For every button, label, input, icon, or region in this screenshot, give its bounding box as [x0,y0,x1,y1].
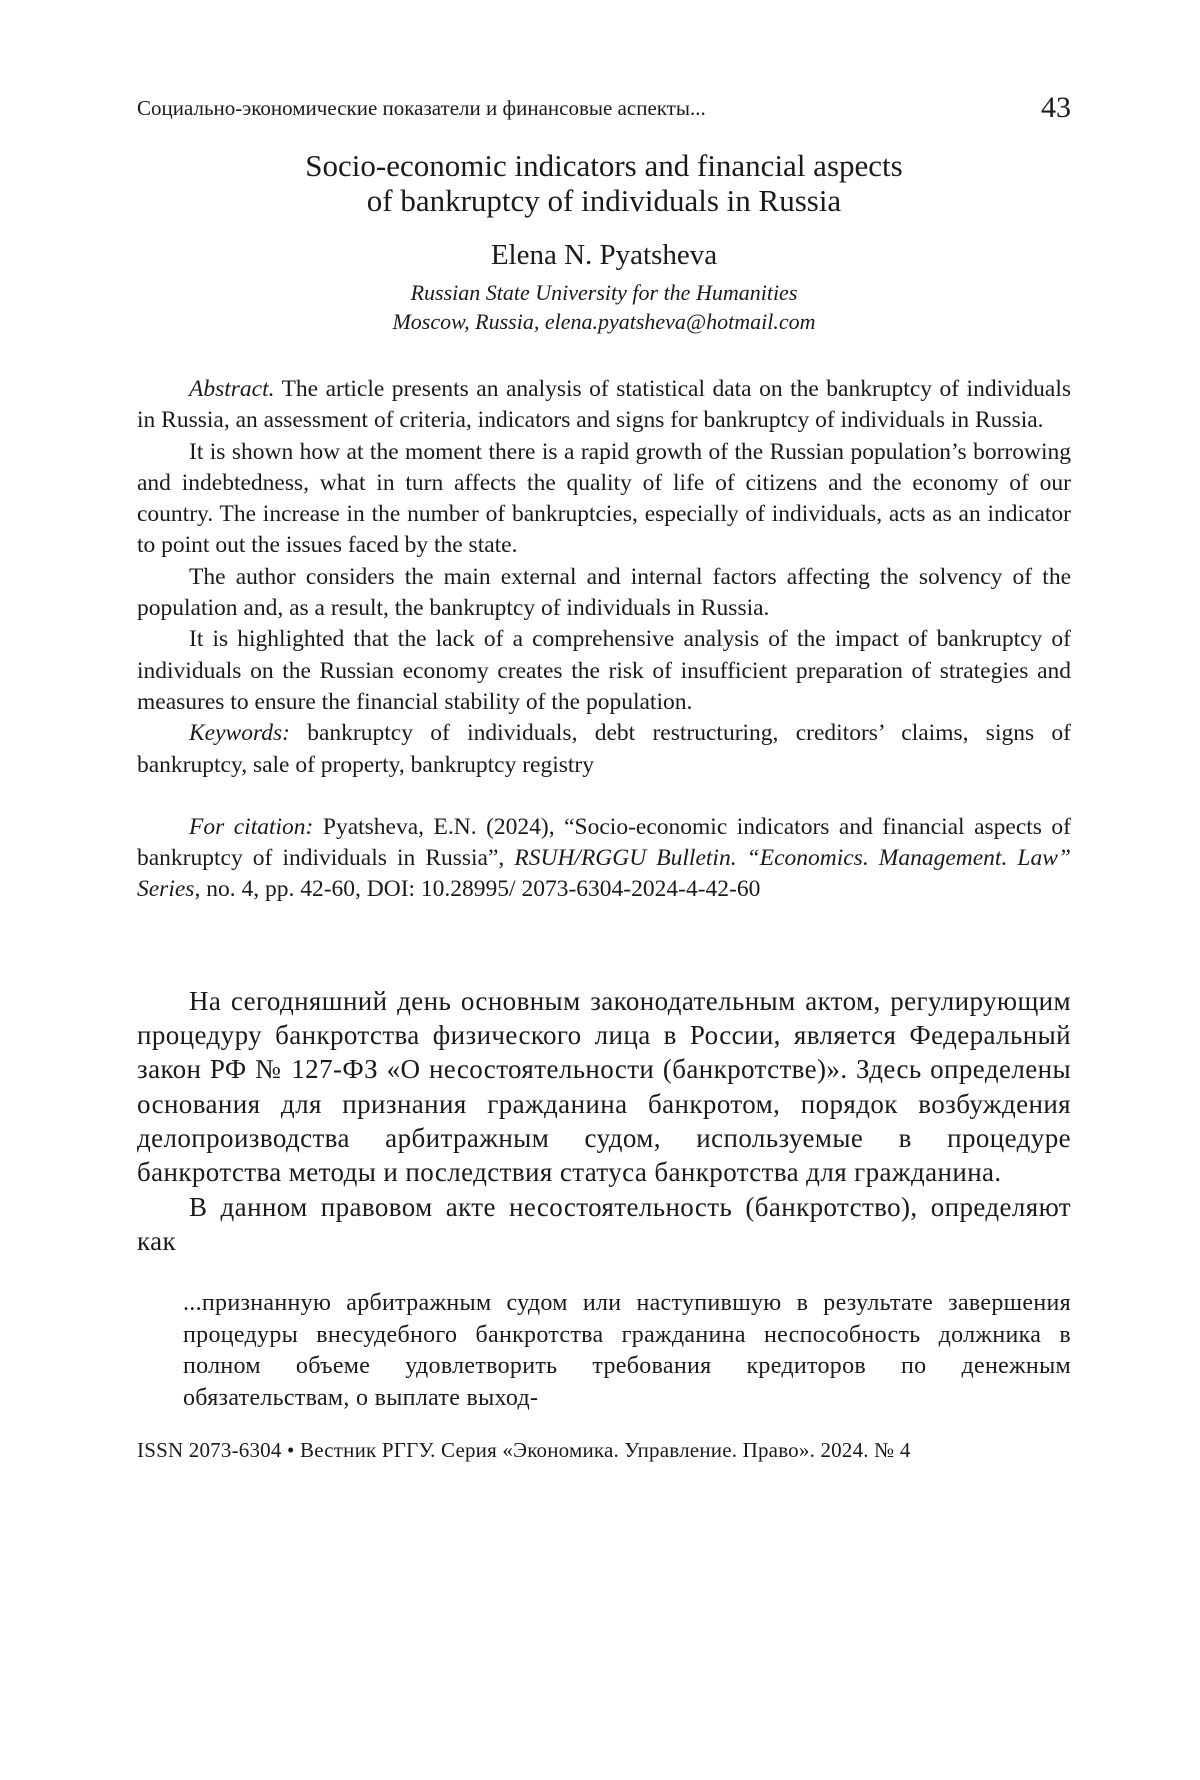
abstract-paragraph: It is shown how at the moment there is a rapid growth of the Russian popu­lation’s borrowing and indebtedness, what in turn affects the quality of life of citizens and the economy of our country. The increase in the number of bank­ruptcies, especially of individuals, acts as an indicator to point out the issues faced by the state. [137,437,1071,562]
citation-details: , no. 4, pp. 42-60, DOI: 10.28995/ 2073-6304-2024-4-42-60 [194,876,760,902]
page-footer: ISSN 2073-6304 • Вестник РГГУ. Серия «Экономика. Управление. Право». 2024. № 4 [137,1436,1071,1484]
citation-text: Pyatsheva, E.N. (2024), “Socio-economic indicators and fi­nancial aspects of bankruptcy of individuals in Russia”, [137,814,1071,871]
citation [137,812,1071,906]
abstract-text: The article presents an analysis of statistical data on the bank­ruptcy of individuals in Russia, an assessment of criteria, indicators and signs for bankruptcy of individuals in Russia. [137,376,1071,433]
affiliation-institution: Russian State University for the Humanities [137,278,1071,307]
keywords [137,718,1071,781]
keywords-label: Keywords: [189,720,290,746]
body-paragraph: На сегодняшний день основным законодательным актом, регулирующим процедуру банкротства физического лица в России, является Федеральный закон РФ № 127-ФЗ «О несо­стоятельности (банкротстве)». Здесь определены основания для признания гражданина банкротом, порядок возбуждения делопроизводства арбитражным судом, используемые в проце­дуре банкротства методы и последствия статуса банкротства для гражданина. [137,984,1071,1190]
author-name: Elena N. Pyatsheva [137,238,1071,272]
page [137,0,1071,1484]
page-number: 43 [1041,92,1071,124]
affiliation-location-email: Moscow, Russia, elena.pyatsheva@hotmail.com [137,307,1071,336]
article-title [137,148,1071,218]
title-line: of bankruptcy of individuals in Russia [137,183,1071,218]
running-head [137,92,1071,124]
abstract [137,374,1071,781]
abstract-paragraph: The author considers the main external and internal factors affecting the solvency of the population and, as a result, the bankruptcy of individuals in Russia. [137,562,1071,625]
body-text [137,984,1071,1258]
abstract-paragraph [137,374,1071,437]
body-paragraph: В данном правовом акте несостоятельность (банкротство), определяют как [137,1190,1071,1259]
citation-label: For citation: [189,814,313,840]
title-line: Socio-economic indicators and financial aspects [137,148,1071,183]
running-head-title: Социально-экономические показатели и финансовые аспекты... [137,96,706,120]
abstract-label: Abstract. [189,376,275,402]
abstract-paragraph: It is highlighted that the lack of a comprehensive analysis of the impact of bankruptcy of individuals on the Russian economy creates the risk of insuffi­cient preparation of strategies and measures to ensure the financial stability of the population. [137,624,1071,718]
citation-journal: RSUH/RGGU Bul­letin. “Economics. Management. Law” Series [137,845,1071,902]
affiliation [137,278,1071,336]
keywords-text: bankruptcy of individuals, debt restructuring, creditors’ claims, signs of bankruptcy, sale of property, bankruptcy registry [137,720,1071,777]
block-quote: ...признанную арбитражным судом или наступившую в результа­те завершения процедуры внесудебного банкротства гражданина неспособность должника в полном объеме удовлетворить требо­вания кредиторов по денежным обязательствам, о выплате выход- [183,1288,1071,1414]
